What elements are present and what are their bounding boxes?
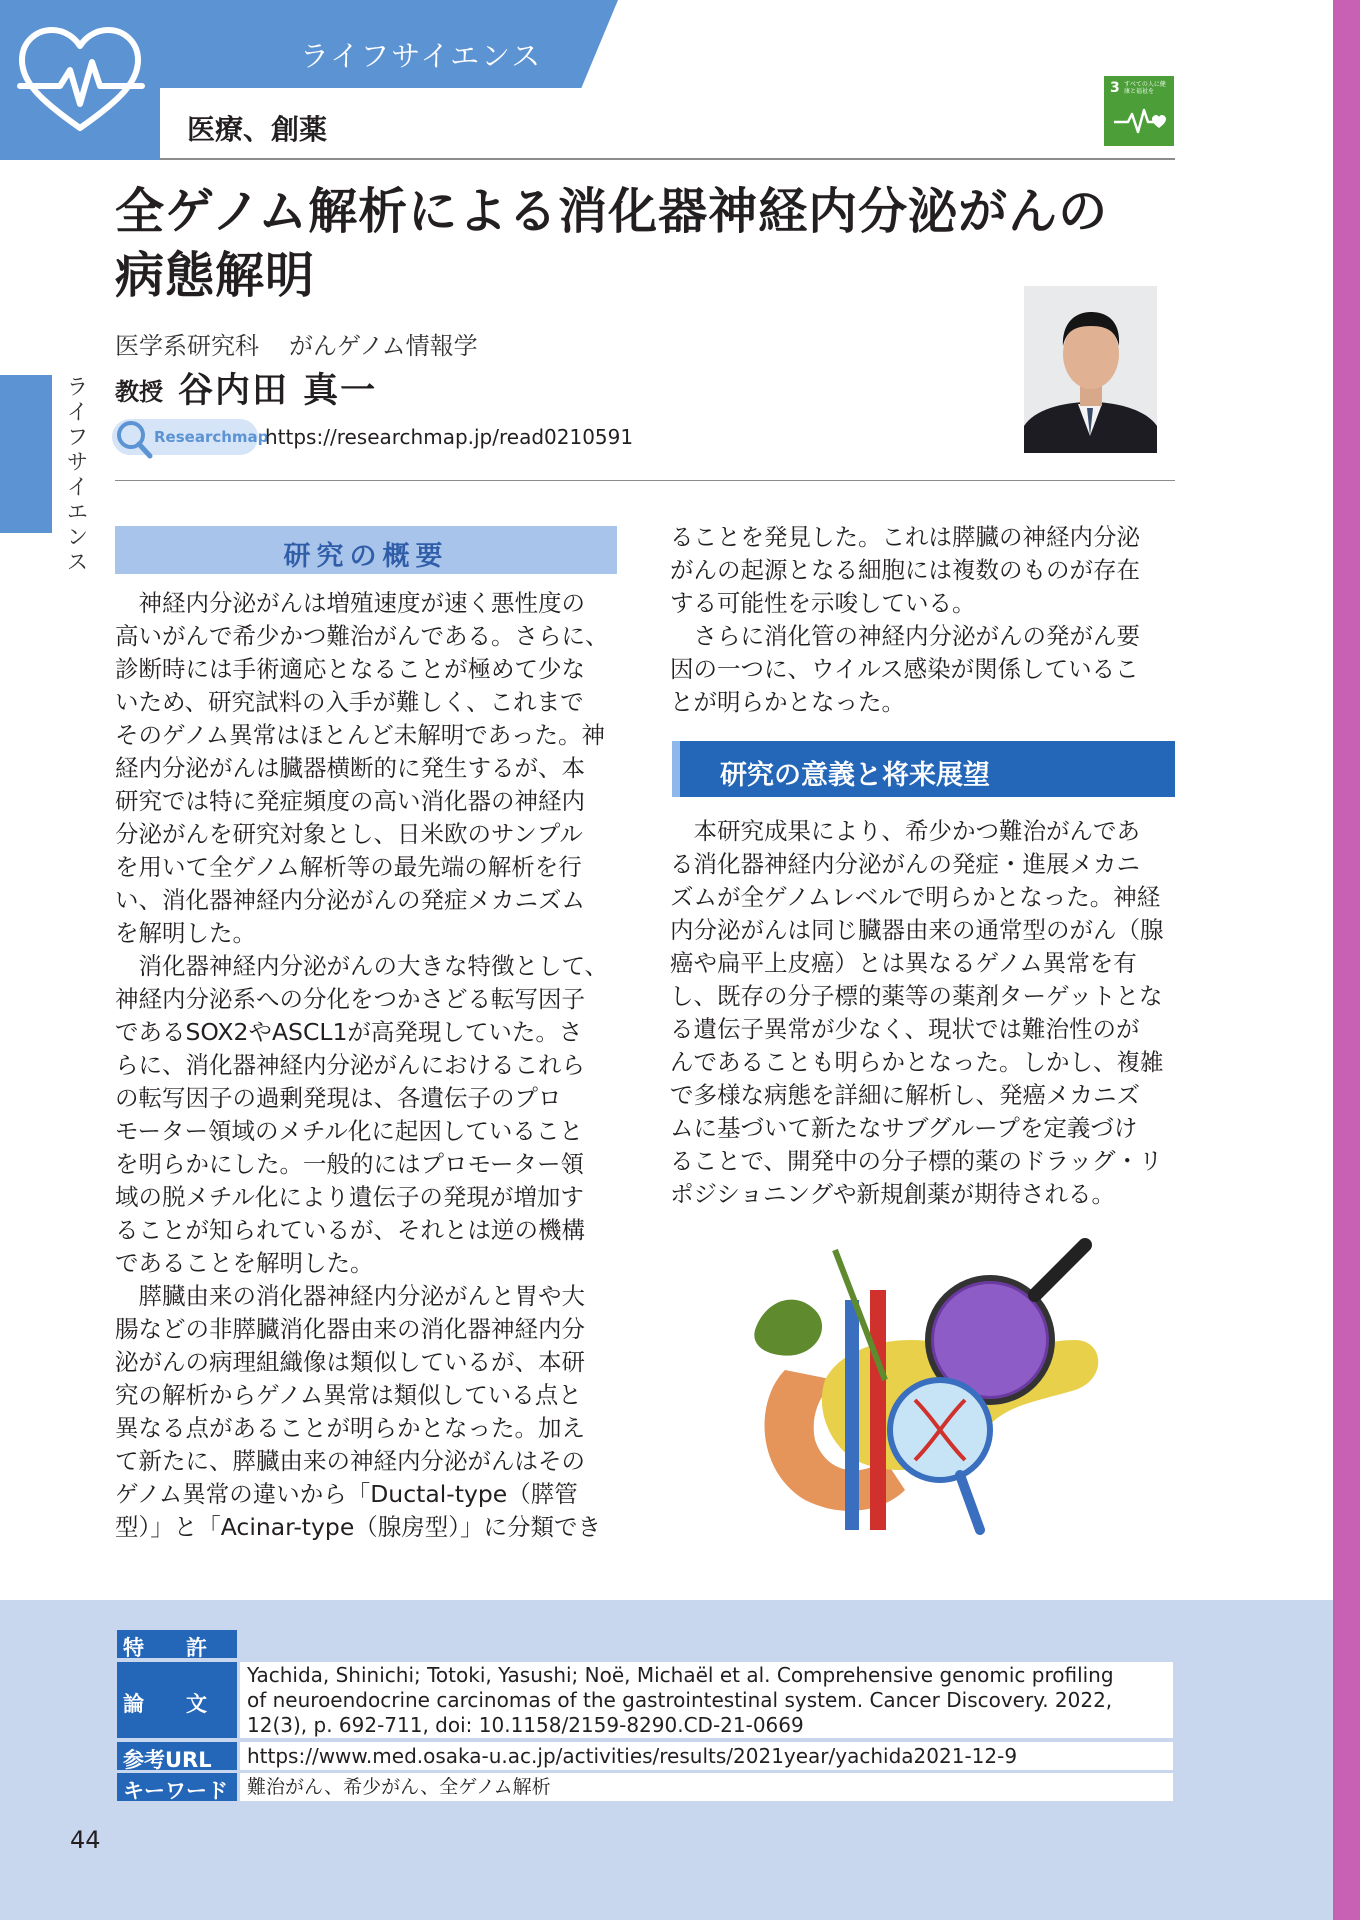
paper-citation (240, 1662, 1173, 1738)
body-text-line: る遺伝子異常が少なく、現状では難治性のが (670, 1015, 1140, 1043)
author-name: 谷内田 真一 (178, 371, 378, 411)
body-text-line: ることで、開発中の分子標的薬のドラッグ・リ (670, 1147, 1163, 1175)
sdg-number: 3 (1110, 80, 1120, 96)
citation-line: of neuroendocrine carcinomas of the gastrointestinal system. Cancer Discovery. 2022, (247, 1688, 1113, 1712)
author-rank: 教授 (115, 378, 163, 406)
article-title (115, 180, 1135, 308)
patent-label: 特 許 (117, 1630, 237, 1658)
body-text-line: する可能性を示唆している。 (670, 589, 976, 617)
title-divider (115, 480, 1175, 481)
body-text-line: し、既存の分子標的薬等の薬剤ターゲットとな (670, 982, 1163, 1010)
body-text-line: る消化器神経内分泌がんの発症・進展メカニ (670, 850, 1140, 878)
title-line-1: 全ゲノム解析による消化器神経内分泌がんの (115, 183, 1109, 240)
citation-line: Yachida, Shinichi; Totoki, Yasushi; Noë, Michaël et al. Comprehensive genomic profiling (247, 1663, 1114, 1687)
body-text-line: らに、消化器神経内分泌がんにおけるこれら (115, 1051, 585, 1079)
significance-body (670, 815, 1180, 1211)
author-photo (1024, 286, 1157, 453)
header-icon-block (0, 0, 160, 160)
body-text-line: いため、研究試料の入手が難しく、これまで (115, 688, 584, 716)
lab-name: がんゲノム情報学 (289, 332, 478, 360)
body-text-line: 因の一つに、ウイルス感染が関係しているこ (670, 655, 1139, 683)
researchmap-badge[interactable] (112, 419, 269, 455)
body-text-line: 異なる点があることが明らかとなった。加え (115, 1414, 585, 1442)
body-text-line: 研究では特に発症頻度の高い消化器の神経内 (115, 787, 585, 815)
url-label: 参考URL (117, 1742, 237, 1770)
body-text-line: さらに消化管の神経内分泌がんの発がん要 (670, 622, 1140, 650)
body-text-line: ムに基づいて新たなサブグループを定義づけ (670, 1114, 1138, 1142)
overview-body (115, 587, 625, 1544)
body-text-line: て新たに、膵臓由来の神経内分泌がんはその (115, 1447, 585, 1475)
header-divider (160, 158, 1175, 160)
body-text-line: 型）」と「Acinar-type（腺房型）」に分類でき (115, 1513, 602, 1541)
body-text-line: 泌がんの病理組織像は類似しているが、本研 (115, 1348, 585, 1376)
body-text-line: 膵臓由来の消化器神経内分泌がんと胃や大 (115, 1282, 585, 1310)
researchmap-label: Researchmap (154, 428, 269, 446)
researchmap-link[interactable]: https://researchmap.jp/read0210591 (265, 425, 634, 449)
overview-heading: 研究の概要 (283, 541, 449, 572)
department: 医学系研究科 (115, 332, 259, 360)
body-text-line: 癌や扁平上皮癌）とは異なるゲノム異常を有 (670, 949, 1137, 977)
side-category-label: ライフサイエンス (63, 375, 88, 575)
body-text-line: で多様な病態を詳細に解析し、発癌メカニズ (670, 1081, 1140, 1109)
body-text-line: 消化器神経内分泌がんの大きな特徴として、 (115, 952, 609, 980)
body-text-line: 本研究成果により、希少かつ難治がんであ (670, 817, 1140, 845)
significance-heading-bar (672, 741, 1175, 797)
subcategory-label: 医療、創薬 (187, 113, 328, 146)
body-text-line: であることを解明した。 (115, 1249, 374, 1277)
reference-url[interactable]: https://www.med.osaka-u.ac.jp/activities/results/2021year/yachida2021-12-9 (240, 1742, 1173, 1770)
overview-heading-bar (115, 526, 617, 574)
keyword-label: キーワード (117, 1773, 237, 1801)
body-text-line: 分泌がんを研究対象とし、日米欧のサンプル (115, 820, 583, 848)
body-text-line: ることを発見した。これは膵臓の神経内分泌 (670, 523, 1140, 551)
side-tab (0, 375, 52, 533)
significance-heading: 研究の意義と将来展望 (720, 760, 990, 791)
sdg-badge (1104, 76, 1174, 146)
title-line-2: 病態解明 (115, 247, 316, 304)
health-pulse-icon (1114, 106, 1166, 136)
body-text-line: を明らかにした。一般的にはプロモーター領 (115, 1150, 585, 1178)
body-text-line: 究の解析からゲノム異常は類似している点と (115, 1381, 582, 1409)
body-text-line: であるSOX2やASCL1が高発現していた。さ (115, 1018, 583, 1046)
page-number: 44 (70, 1826, 101, 1854)
body-text-line: 診断時には手術適応となることが極めて少な (115, 655, 585, 683)
heart-pulse-icon (0, 0, 160, 160)
body-text-line: ズムが全ゲノムレベルで明らかとなった。神経 (670, 883, 1161, 911)
body-text-line: そのゲノム異常はほとんど未解明であった。神 (115, 721, 605, 749)
body-text-line: を解明した。 (115, 919, 256, 947)
body-text-line: 高いがんで希少かつ難治がんである。さらに、 (115, 622, 609, 650)
affiliation (115, 326, 478, 361)
body-text-line: とが明らかとなった。 (670, 688, 905, 716)
keywords: 難治がん、希少がん、全ゲノム解析 (240, 1773, 1173, 1801)
body-text-line: い、消化器神経内分泌がんの発症メカニズム (115, 886, 585, 914)
magnifier-icon (114, 419, 154, 459)
body-text-line: んであることも明らかとなった。しかし、複雑 (670, 1048, 1164, 1076)
body-text-line: を用いて全ゲノム解析等の最先端の解析を行 (115, 853, 582, 881)
category-label: ライフサイエンス (300, 39, 543, 73)
body-text-line: 経内分泌がんは臓器横断的に発生するが、本 (115, 754, 585, 782)
body-text-line: ゲノム異常の違いから「Ductal-type（膵管 (115, 1480, 578, 1508)
pancreas-illustration (735, 1230, 1115, 1540)
paper-label: 論 文 (117, 1662, 237, 1738)
overview-body-continued (670, 521, 1180, 719)
body-text-line: 域の脱メチル化により遺伝子の発現が増加す (115, 1183, 584, 1211)
citation-line: 12(3), p. 692-711, doi: 10.1158/2159-8290.CD-21-0669 (247, 1713, 804, 1737)
patent-value (240, 1630, 1173, 1658)
body-text-line: がんの起源となる細胞には複数のものが存在 (670, 556, 1140, 584)
body-text-line: ることが知られているが、それとは逆の機構 (115, 1216, 585, 1244)
edge-color-stripe (1333, 0, 1360, 1920)
body-text-line: 内分泌がんは同じ臓器由来の通常型のがん（腺 (670, 916, 1164, 944)
body-text-line: モーター領域のメチル化に起因していること (115, 1117, 583, 1145)
body-text-line: 神経内分泌がんは増殖速度が速く悪性度の (115, 589, 585, 617)
sdg-caption: すべての人に健康と福祉を (1124, 81, 1166, 95)
body-text-line: 神経内分泌系への分化をつかさどる転写因子 (115, 985, 585, 1013)
body-text-line: ポジショニングや新規創薬が期待される。 (670, 1180, 1115, 1208)
body-text-line: 腸などの非膵臓消化器由来の消化器神経内分 (115, 1315, 585, 1343)
body-text-line: の転写因子の過剰発現は、各遺伝子のプロ (115, 1084, 562, 1112)
